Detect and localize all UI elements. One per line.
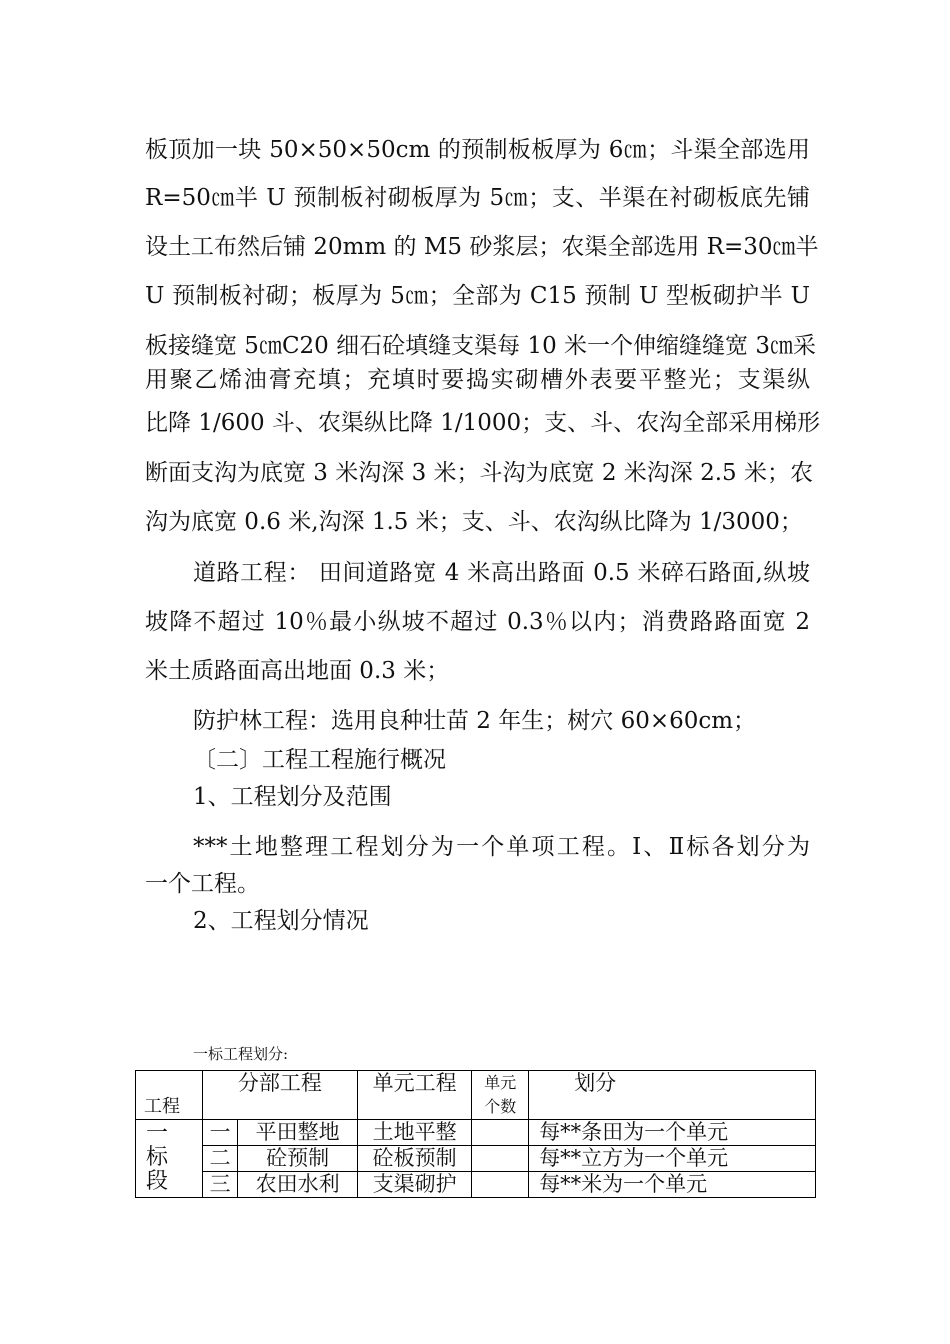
row-unit: 支渠砌护: [357, 1172, 472, 1198]
row-number: 二: [202, 1146, 237, 1172]
row-rule: 每**立方为一个单元: [529, 1146, 816, 1172]
segment-cell: [136, 1120, 203, 1198]
header-unit-count: [472, 1071, 529, 1120]
paragraph-line: 设土工布然后铺 20mm 的 M5 砂浆层；农渠全部选用 R=30㎝半: [145, 234, 819, 260]
paragraph-line: 板顶加一块 50×50×50cm 的预制板板厚为 6㎝；斗渠全部选用: [145, 137, 810, 163]
table-row: [136, 1120, 816, 1146]
paragraph-line: 断面支沟为底宽 3 米沟深 3 米；斗沟为底宽 2 米沟深 2.5 米；农: [145, 460, 813, 486]
row-count: [472, 1172, 529, 1198]
header-count-line-1: 单元: [484, 1073, 517, 1092]
row-count: [472, 1120, 529, 1146]
row-rule: 每**米为一个单元: [529, 1172, 816, 1198]
paragraph-line-road: 道路工程： 田间道路宽 4 米高出路面 0.5 米碎石路面,纵坡: [193, 560, 810, 586]
paragraph-line-forest: 防护林工程：选用良种壮苗 2 年生；树穴 60×60cm；: [193, 708, 757, 734]
header-unit: 单元工程: [357, 1071, 472, 1120]
header-rule: 划分: [529, 1071, 816, 1120]
table-row: [136, 1146, 816, 1172]
row-division: 砼预制: [238, 1146, 358, 1172]
row-division: 平田整地: [238, 1120, 358, 1146]
paragraph-line: 比降 1/600 斗、农渠纵比降 1/1000；支、斗、农沟全部采用梯形: [145, 410, 821, 436]
paragraph-line: 沟为底宽 0.6 米,沟深 1.5 米；支、斗、农沟纵比降为 1/3000；: [145, 509, 803, 535]
paragraph-line: R=50㎝半 U 预制板衬砌板厚为 5㎝；支、半渠在衬砌板底先铺: [145, 185, 810, 211]
row-count: [472, 1146, 529, 1172]
table-caption: 一标工程划分:: [193, 1045, 289, 1063]
row-number: 一: [202, 1120, 237, 1146]
segment-char: 标: [146, 1145, 169, 1170]
row-division: 农田水利: [238, 1172, 358, 1198]
table-header-row: [136, 1071, 816, 1120]
section-heading: 〔二〕工程工程施行概况: [193, 747, 446, 773]
header-count-line-2: 个数: [484, 1097, 517, 1116]
row-unit: 土地平整: [357, 1120, 472, 1146]
row-unit: 砼板预制: [357, 1146, 472, 1172]
paragraph-line: 米土质路面高出地面 0.3 米；: [145, 658, 450, 684]
paragraph-line: 用聚乙烯油膏充填；充填时要捣实砌槽外表要平整光；支渠纵: [145, 367, 810, 393]
paragraph-line: U 预制板衬砌；板厚为 5㎝；全部为 C15 预制 U 型板砌护半 U: [145, 283, 810, 309]
paragraph-line: 板接缝宽 5㎝C20 细石砼填缝支渠每 10 米一个伸缩缝缝宽 3㎝采: [145, 333, 816, 359]
paragraph-line: 一个工程。: [145, 871, 260, 897]
header-project: 工程: [136, 1071, 203, 1120]
row-number: 三: [202, 1172, 237, 1198]
header-division: 分部工程: [202, 1071, 357, 1120]
paragraph-line: ***土地整理工程划分为一个单项工程。Ⅰ、Ⅱ标各划分为: [193, 834, 810, 860]
row-rule: 每**条田为一个单元: [529, 1120, 816, 1146]
segment-char: 一: [146, 1121, 169, 1146]
division-table: [135, 1070, 816, 1198]
subsection-heading: 1、工程划分及范围: [193, 784, 392, 810]
segment-char: 段: [146, 1169, 169, 1194]
paragraph-line: 坡降不超过 10％最小纵坡不超过 0.3％以内；消费路路面宽 2: [145, 609, 810, 635]
subsection-heading: 2、工程划分情况: [193, 908, 369, 934]
table-row: [136, 1172, 816, 1198]
